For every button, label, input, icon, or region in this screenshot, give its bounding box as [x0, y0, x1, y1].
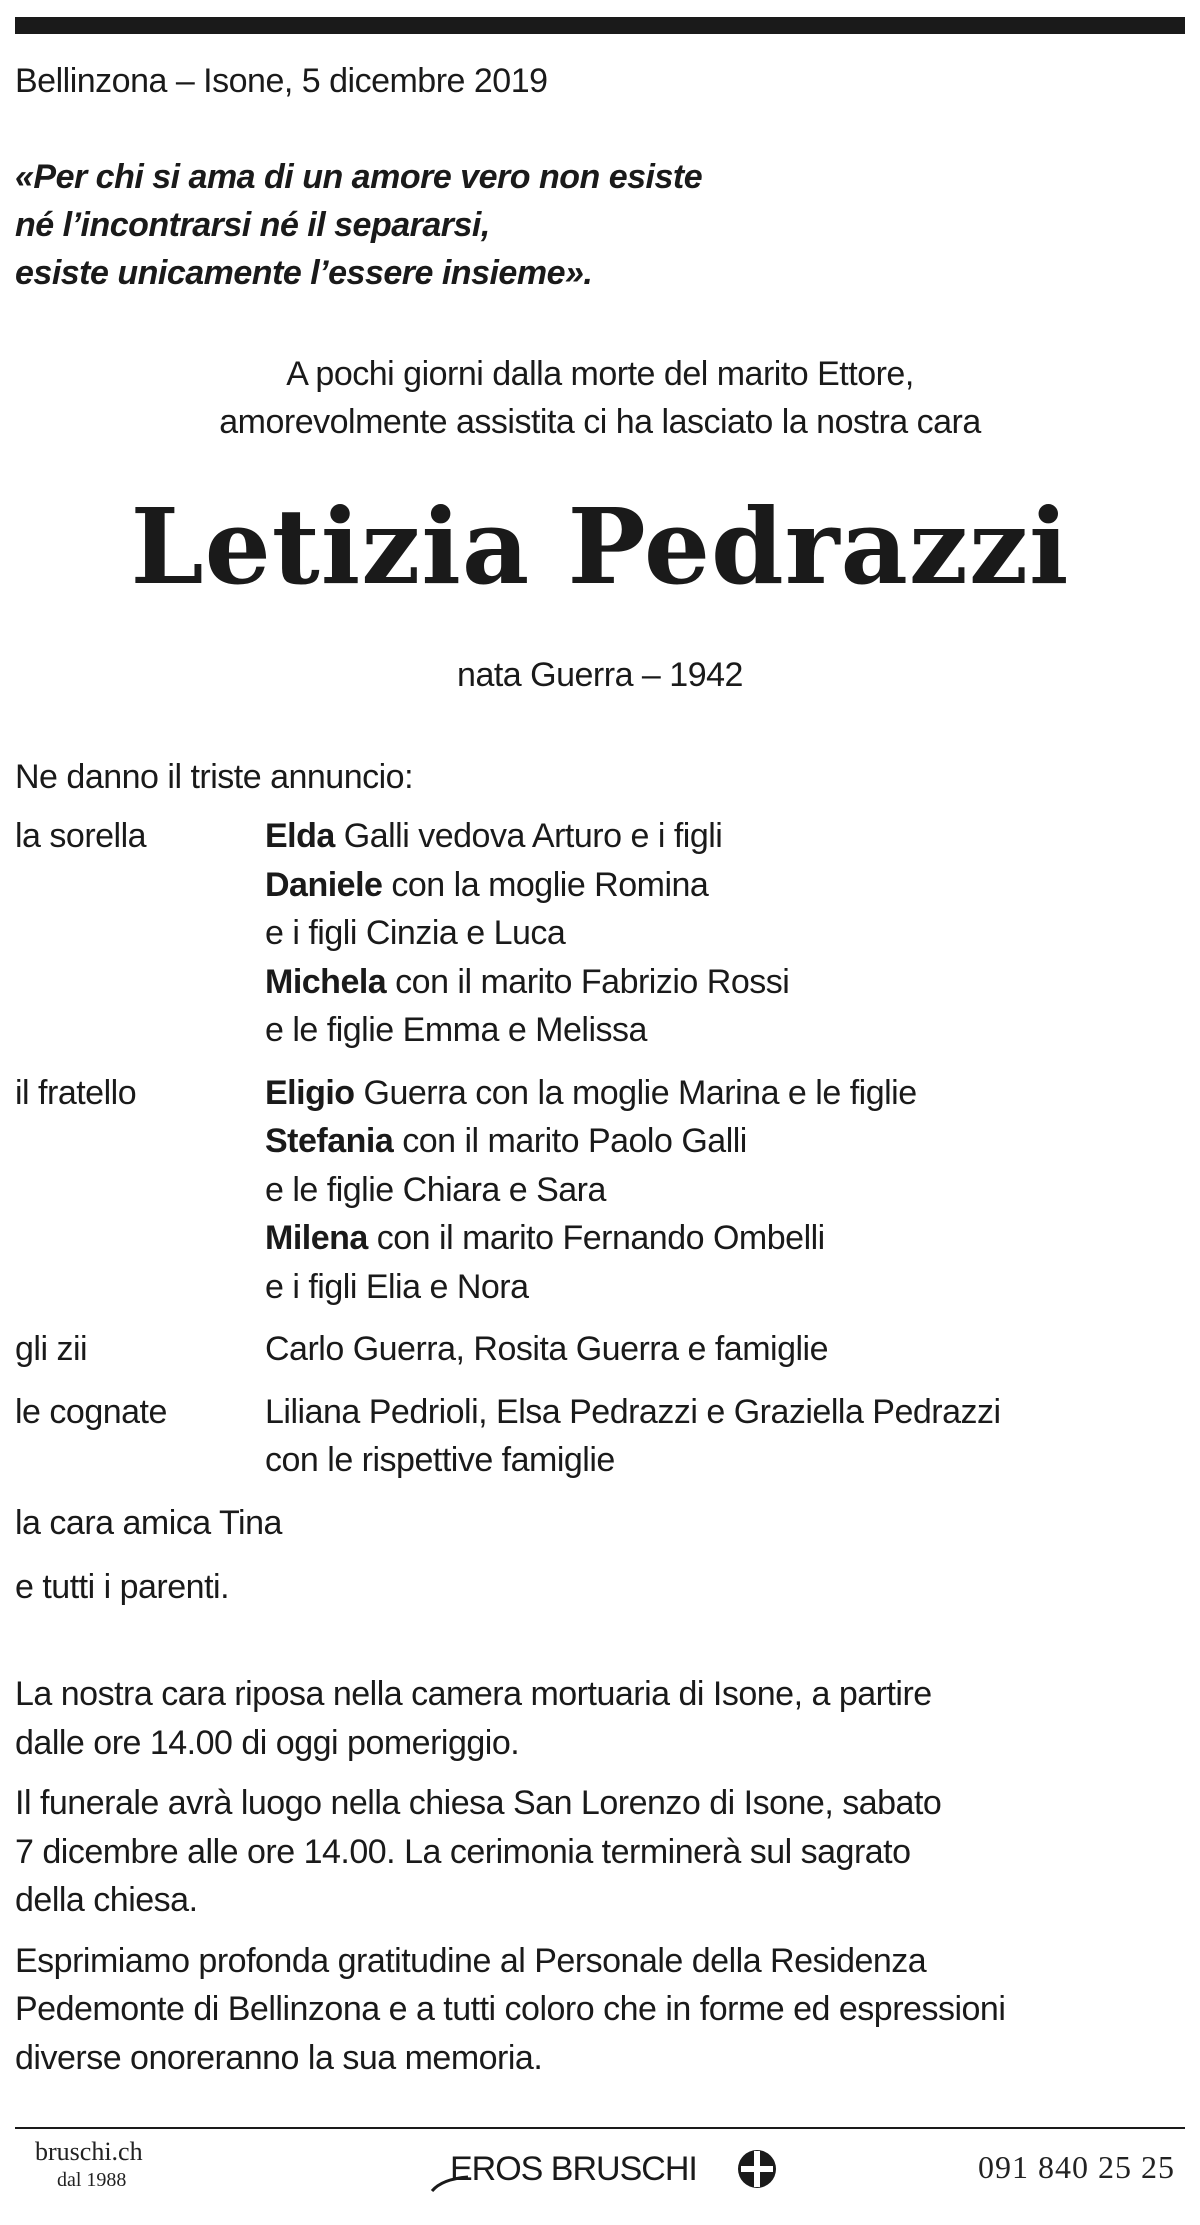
cross-icon [735, 2145, 779, 2193]
member-details: con il marito Fernando Ombelli [367, 1219, 825, 1257]
birth-info: nata Guerra – 1942 [457, 656, 743, 694]
family-members [265, 1325, 1185, 1374]
quote-line: né l’incontrarsi né il separarsi, [15, 206, 490, 244]
notice-line: diverse onoreranno la sua memoria. [15, 2038, 543, 2077]
quote-line: esiste unicamente l’essere insieme». [15, 254, 593, 292]
notices [15, 1670, 1185, 2094]
family-member-line [265, 1117, 1185, 1166]
notice-line: 7 dicembre alle ore 14.00. La cerimonia terminerà sul sagrato [15, 1832, 911, 1871]
family-member-line [265, 1166, 1185, 1215]
family-member-line [265, 812, 1185, 861]
family-group [15, 812, 1185, 1055]
dateline: Bellinzona – Isone, 5 dicembre 2019 [15, 62, 548, 100]
friend-line: la cara amica Tina [15, 1503, 282, 1542]
member-details: con le rispettive famiglie [265, 1441, 615, 1479]
brand-name: EROS BRUSCHI [450, 2150, 697, 2188]
family-member-line [265, 1069, 1185, 1118]
member-details: Carlo Guerra, Rosita Guerra e famiglie [265, 1330, 829, 1368]
notice-line: Il funerale avrà luogo nella chiesa San Lorenzo di Isone, sabato [15, 1784, 942, 1822]
epigraph-quote [15, 153, 1115, 297]
member-first-name: Milena [265, 1219, 368, 1257]
family-role: le cognate [15, 1392, 167, 1431]
member-details: con la moglie Romina [382, 865, 709, 904]
member-details: Liliana Pedrioli, Elsa Pedrazzi e Graziella Pedrazzi [265, 1392, 1001, 1431]
member-details: Guerra con la moglie Marina e le figlie [354, 1073, 917, 1112]
family-member-line [265, 1263, 1185, 1312]
family-members [265, 1388, 1185, 1485]
notice-paragraph [15, 1670, 1185, 1767]
member-first-name: Daniele [265, 865, 383, 904]
intro-line: A pochi giorni dalla morte del marito Ettore, [286, 355, 914, 393]
family-groups [15, 812, 1185, 1485]
notice-line: dalle ore 14.00 di oggi pomeriggio. [15, 1723, 520, 1762]
family-member-line [265, 1325, 1185, 1374]
intro-line: amorevolmente assistita ci ha lasciato la nostra cara [219, 403, 981, 441]
footer-rule [15, 2127, 1185, 2129]
footer-since: dal 1988 [57, 2169, 127, 2191]
family-group [15, 1388, 1185, 1485]
member-details: con il marito Fabrizio Rossi [386, 962, 790, 1001]
family-member-line [265, 958, 1185, 1007]
notice-paragraph [15, 1937, 1185, 2083]
footer-website: bruschi.ch [35, 2137, 143, 2166]
member-first-name: Eligio [265, 1073, 355, 1112]
quote-line: «Per chi si ama di un amore vero non esiste [15, 158, 703, 196]
footer-phone: 091 840 25 25 [978, 2149, 1175, 2185]
member-details: e le figlie Emma e Melissa [265, 1011, 647, 1049]
family-role: gli zii [15, 1330, 88, 1368]
family-member-line [265, 909, 1185, 958]
notice-line: Esprimiamo profonda gratitudine al Personale della Residenza [15, 1941, 927, 1980]
top-rule [15, 17, 1185, 34]
family-role: il fratello [15, 1073, 137, 1112]
intro-text [0, 350, 1200, 446]
notice-paragraph [15, 1779, 1185, 1925]
family-member-line [265, 1388, 1185, 1437]
family-role: la sorella [15, 817, 147, 855]
member-details: e le figlie Chiara e Sara [265, 1170, 606, 1209]
member-details: con il marito Paolo Galli [393, 1122, 747, 1160]
family-members [265, 812, 1185, 1055]
notice-line: della chiesa. [15, 1881, 198, 1919]
family-list [15, 812, 1185, 1627]
relatives-line: e tutti i parenti. [15, 1567, 230, 1606]
family-member-line [265, 1006, 1185, 1055]
family-members [265, 1069, 1185, 1312]
member-details: e i figli Cinzia e Luca [265, 914, 566, 952]
family-member-line [265, 1214, 1185, 1263]
member-details: e i figli Elia e Nora [265, 1267, 529, 1306]
footer [15, 2131, 1185, 2201]
announcement-heading: Ne danno il triste annuncio: [15, 758, 414, 796]
member-first-name: Michela [265, 962, 387, 1001]
member-first-name: Stefania [265, 1122, 394, 1160]
family-member-line [265, 1436, 1185, 1485]
member-details: Galli vedova Arturo e i figli [334, 817, 723, 855]
notice-line: Pedemonte di Bellinzona e a tutti coloro che in forme ed espressioni [15, 1990, 1006, 2028]
notice-line: La nostra cara riposa nella camera mortuaria di Isone, a partire [15, 1675, 932, 1713]
deceased-name: Letizia Pedrazzi [130, 485, 1070, 608]
family-group [15, 1069, 1185, 1312]
family-group [15, 1325, 1185, 1374]
family-member-line [265, 861, 1185, 910]
member-first-name: Elda [265, 817, 335, 855]
